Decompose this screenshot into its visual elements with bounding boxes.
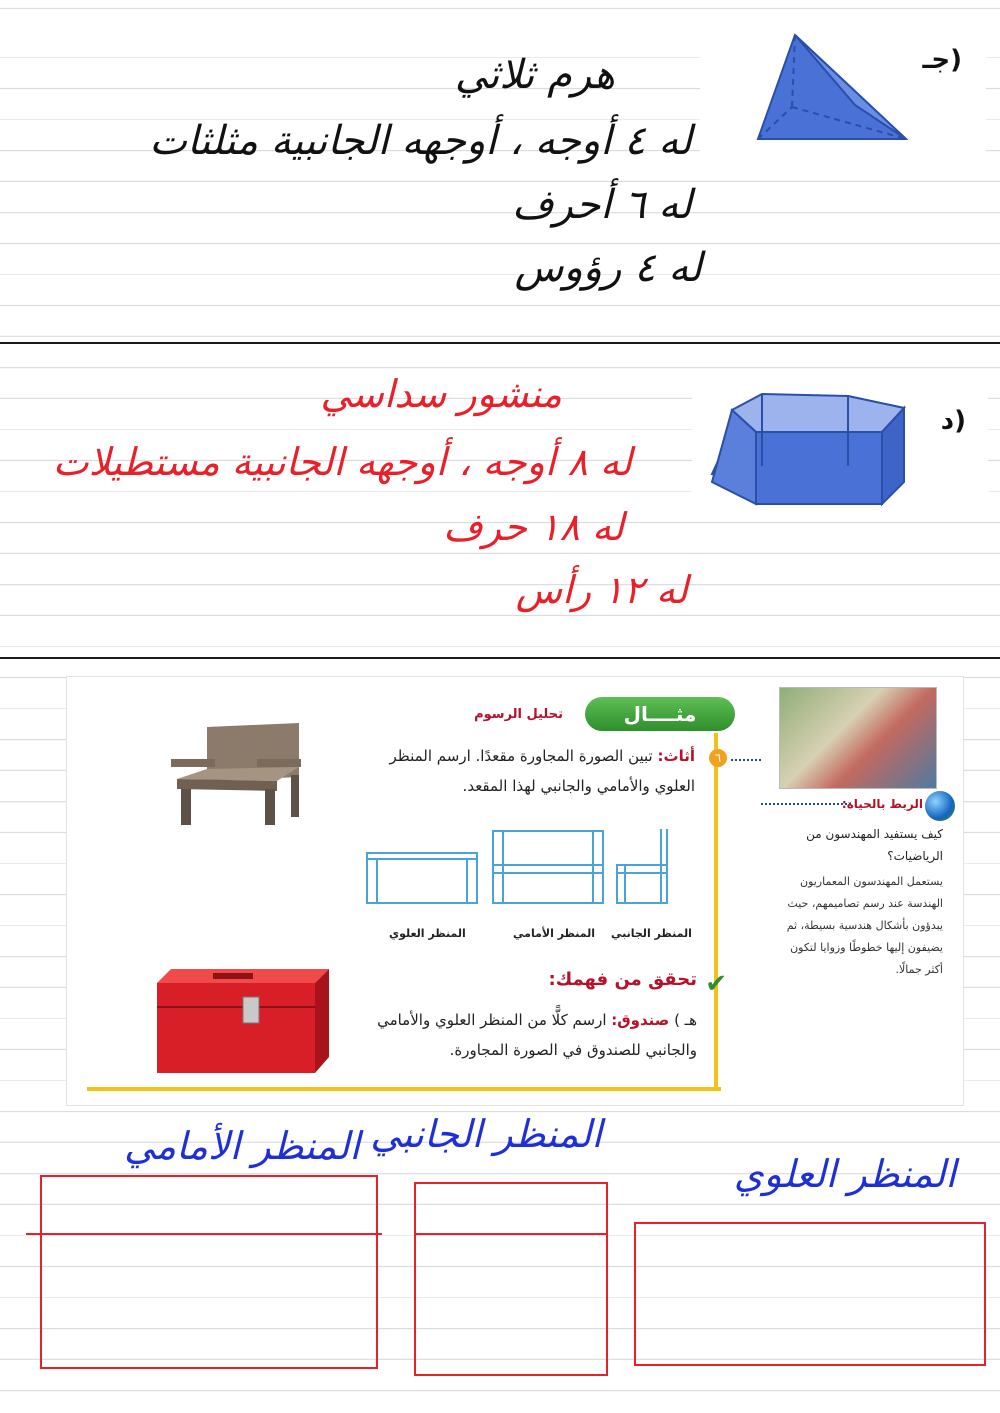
prism-vertices: له ١٢ رأس xyxy=(515,568,688,612)
life-connection-question: كيف يستفيد المهندسون من الرياضيات؟ xyxy=(806,827,943,863)
pyramid-vertices: له ٤ رؤوس xyxy=(514,245,702,291)
side-view-guide-line xyxy=(414,1233,606,1235)
side-view-answer-box[interactable] xyxy=(414,1182,608,1376)
bench-orthographic-views xyxy=(363,825,683,915)
furniture-text-1: تبين الصورة المجاورة مقعدًا. ارسم المنظر xyxy=(389,747,653,765)
furniture-text-2: العلوي والأمامي والجانبي لهذا المقعد. xyxy=(462,777,695,795)
connector-dots-1 xyxy=(731,759,761,761)
life-connection-paragraph: يستعمل المهندسون المعماريون الهندسة عند رسم تصاميمهم، حيث يبدؤون بأشكال هندسية بسيطة، ثم يضيفون إليها خطوطًا وزوايا لتكون أكثر جمالًا. xyxy=(786,875,943,976)
furniture-text xyxy=(335,741,695,801)
side-view-label: المنظر الجانبي xyxy=(370,1112,602,1156)
prism-name: منشور سداسي xyxy=(320,372,562,416)
example-badge: مثــــال xyxy=(585,697,735,731)
section-divider-2 xyxy=(0,657,1000,659)
box-text-1: ارسم كلًّا من المنظر العلوي والأمامي xyxy=(377,1011,607,1029)
view-label-top: المنظر العلوي xyxy=(389,927,466,940)
toolbox-image xyxy=(151,963,331,1079)
life-connection-title: الربط بالحياة: xyxy=(841,797,923,811)
connector-dots-2 xyxy=(761,803,851,805)
example-number: ٦ xyxy=(709,749,727,767)
globe-icon xyxy=(925,791,955,821)
top-view-answer-box[interactable] xyxy=(634,1222,986,1366)
view-label-front: المنظر الأمامي xyxy=(513,927,595,940)
top-view-label: المنظر العلوي xyxy=(733,1152,956,1196)
pyramid-edges: له ٦ أحرف xyxy=(512,182,692,228)
example-topic: تحليل الرسوم xyxy=(474,707,563,722)
box-title: صندوق: xyxy=(611,1011,670,1029)
hex-prism-figure xyxy=(692,382,988,514)
example-frame-right xyxy=(714,733,718,1088)
section-divider-1 xyxy=(0,342,1000,344)
pyramid-name: هرم ثلاثي xyxy=(454,52,615,98)
front-view-answer-box[interactable] xyxy=(40,1175,378,1369)
prism-edges: له ١٨ حرف xyxy=(443,505,624,549)
box-text-2: والجانبي للصندوق في الصورة المجاورة. xyxy=(449,1041,697,1059)
view-label-side: المنظر الجانبي xyxy=(611,927,692,940)
example-frame-bottom xyxy=(87,1087,721,1091)
front-view-guide-line xyxy=(26,1233,382,1235)
pyramid-figure-card xyxy=(700,27,986,155)
part-c-letter: (جـ xyxy=(922,45,962,75)
bench-image xyxy=(167,719,307,829)
pyramid-faces: له ٤ أوجه ، أوجهه الجانبية مثلثات xyxy=(149,118,692,164)
part-d-letter: (د xyxy=(940,406,966,436)
furniture-title: أثاث: xyxy=(657,747,695,765)
prism-faces: له ٨ أوجه ، أوجهه الجانبية مستطيلات xyxy=(52,440,632,484)
box-letter: هـ ) xyxy=(674,1011,697,1029)
textbook-excerpt xyxy=(66,676,964,1106)
box-exercise-text xyxy=(337,1005,697,1065)
checkmark-icon: ✔ xyxy=(705,969,727,999)
front-view-label: المنظر الأمامي xyxy=(124,1124,360,1168)
check-understanding-title: تحقق من فهمك: xyxy=(548,969,697,990)
prism-figure-card xyxy=(692,382,988,514)
engineer-photo xyxy=(779,687,937,789)
